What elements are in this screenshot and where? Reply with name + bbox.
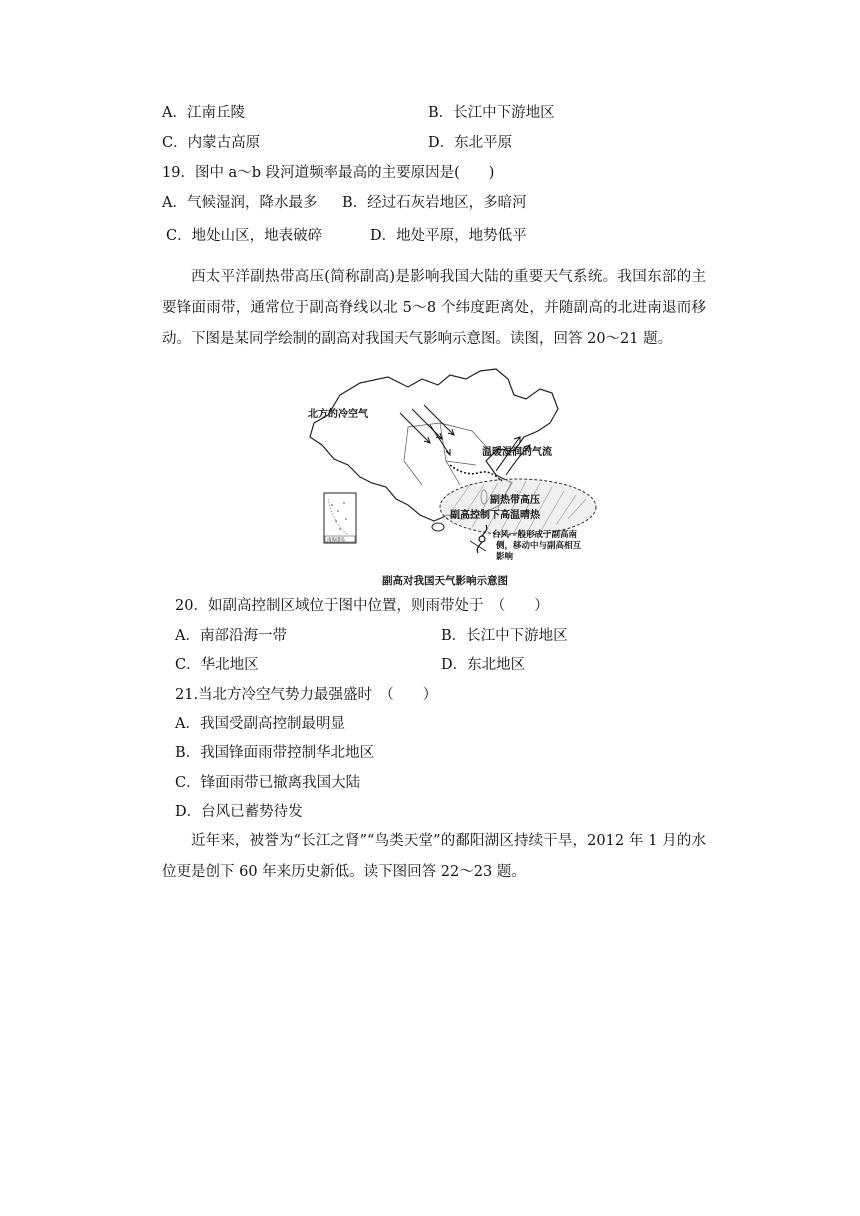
q21-option-c: C．锋面雨带已撤离我国大陆 — [175, 775, 361, 791]
q19-stem: 19．图中 a～b 段河道频率最高的主要原因是( ) — [162, 165, 495, 181]
q18-option-a: A．江南丘陵 — [162, 105, 245, 121]
q20-option-d: D．东北地区 — [441, 657, 526, 673]
q21-option-a: A．我国受副高控制最明显 — [175, 716, 345, 732]
q21-option-b: B．我国锋面雨带控制华北地区 — [175, 745, 375, 761]
q19-option-a: A．气候湿润，降水最多 — [162, 195, 318, 211]
q21-option-d: D．台风已蓄势待发 — [175, 804, 303, 820]
label-subtropical-high: 副热带高压 — [490, 495, 540, 506]
passage-poyang-lake: 近年来，被誉为“长江之肾”“鸟类天堂”的鄱阳湖区持续干旱，2012 年 1 月的水位更是创下 60 年来历史新低。读下图回答 22～23 题。 — [162, 833, 706, 880]
q18-option-d: D．东北平原 — [428, 135, 513, 151]
passage-subtropical-high: 西太平洋副热带高压(简称副高)是影响我国大陆的重要天气系统。我国东部的主要锋面雨带，通常位于副高脊线以北 5～8 个纬度距离处，并随副高的北进南退而移动。下图是某同学绘制的副高对我国天气影响示意图。读图，回答 20～21 题。 — [162, 269, 706, 347]
figure-caption: 副高对我国天气影响示意图 — [382, 575, 508, 587]
label-high-control: 副高控制下高温晴热 — [450, 510, 540, 521]
label-warm-flow: 温暖湿润的气流 — [482, 447, 552, 458]
subtropical-high-area — [440, 479, 596, 535]
q21-stem: 21.当北方冷空气势力最强盛时 （ ） — [175, 687, 438, 703]
label-typhoon-1: 台风一般形成于副高南 — [492, 530, 578, 540]
q19-option-b: B．经过石灰岩地区，多暗河 — [342, 195, 527, 211]
q20-option-b: B．长江中下游地区 — [441, 628, 568, 644]
label-inset: 南海诸岛 — [327, 538, 345, 543]
q19-option-d: D．地处平原，地势低平 — [370, 228, 527, 244]
label-typhoon-3: 影响 — [496, 552, 514, 562]
q18-option-c: C．内蒙古高原 — [162, 135, 261, 151]
q19-option-c: C．地处山区，地表破碎 — [166, 228, 323, 244]
south-sea-inset — [324, 493, 356, 543]
q18-option-b: B．长江中下游地区 — [428, 105, 555, 121]
q20-option-a: A．南部沿海一带 — [175, 628, 287, 644]
label-typhoon-2: 侧，移动中与副高相互 — [496, 541, 582, 551]
subtropical-high-map — [300, 365, 620, 570]
q20-stem: 20．如副高控制区域位于图中位置，则雨带处于 （ ） — [175, 598, 549, 614]
q20-option-c: C．华北地区 — [175, 657, 259, 673]
label-cold-air: 北方的冷空气 — [308, 409, 368, 420]
